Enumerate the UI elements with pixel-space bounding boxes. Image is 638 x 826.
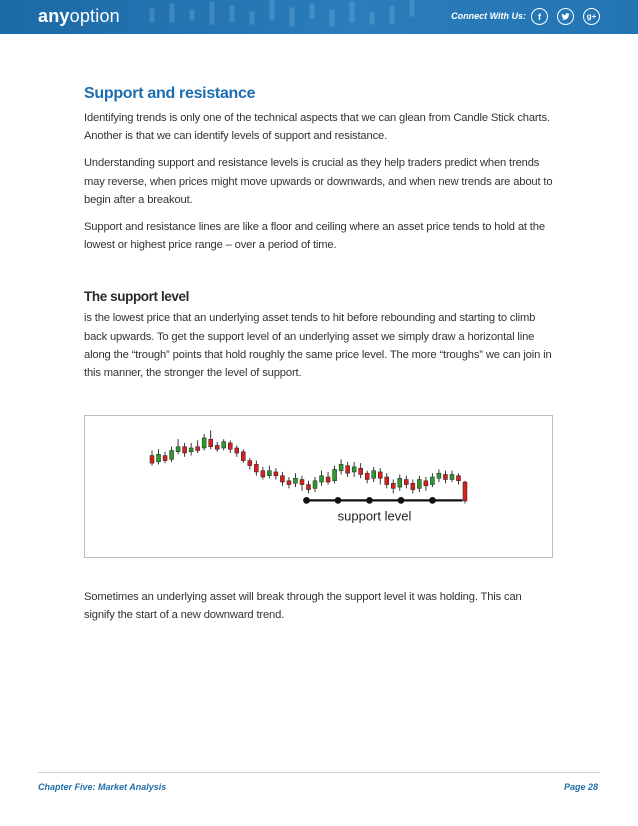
candle-down (241, 452, 245, 461)
support-touch-point (429, 497, 436, 504)
candle-down (359, 468, 363, 474)
page-header (0, 0, 638, 34)
candle-down (385, 477, 389, 485)
candle-down (307, 485, 311, 490)
support-level-heading: The support level (84, 289, 189, 305)
candle-down (261, 471, 265, 477)
candle-down (404, 480, 408, 485)
candlestick-chart (85, 416, 552, 557)
logo-light-part: option (69, 6, 120, 26)
candle-down (215, 445, 219, 449)
support-level-label: support level (337, 508, 412, 524)
candle-down (365, 473, 369, 479)
candle-down (254, 464, 258, 472)
candle-up (189, 448, 193, 452)
candle-down (411, 483, 415, 489)
candle-up (372, 471, 376, 479)
twitter-button[interactable] (557, 8, 574, 25)
connect-label: Connect With Us: (451, 11, 526, 21)
candle-down (196, 447, 200, 451)
candle-down (209, 439, 213, 447)
candle-up (313, 481, 317, 489)
footer-page-number: Page 28 (563, 782, 598, 792)
section-title: Support and resistance (84, 85, 256, 102)
candle-up (176, 447, 180, 452)
candle-up (430, 477, 434, 485)
support-touch-point (366, 497, 373, 504)
candle-up (170, 450, 174, 459)
candle-down (326, 477, 330, 482)
anyoption-logo[interactable] (38, 6, 120, 27)
paragraph-floor-ceiling: Support and resistance lines are like a floor and ceiling where an asset price tends to hold at the lowest or highest price range – over a period of time. (84, 221, 545, 252)
candle-down (183, 447, 187, 453)
candle-down (463, 482, 467, 501)
logo-bold-part: any (38, 6, 70, 26)
candle-up (202, 438, 206, 448)
candle-up (417, 480, 421, 489)
support-level-figure (84, 415, 553, 558)
google-plus-button[interactable] (583, 8, 600, 25)
facebook-icon: f (538, 11, 541, 22)
candle-down (287, 481, 291, 485)
support-touch-point (335, 497, 342, 504)
candle-down (228, 443, 232, 449)
candle-up (398, 478, 402, 487)
candle-up (437, 473, 441, 478)
candle-down (280, 476, 284, 482)
footer-divider (38, 772, 600, 773)
candle-down (378, 472, 382, 478)
candle-up (222, 442, 226, 448)
twitter-icon (561, 12, 570, 21)
candle-down (300, 480, 304, 485)
candle-up (157, 454, 161, 462)
footer-chapter: Chapter Five: Market Analysis (38, 782, 167, 792)
facebook-button[interactable] (531, 8, 548, 25)
google-plus-icon: g+ (586, 12, 597, 21)
candle-up (320, 476, 324, 482)
candle-down (235, 448, 239, 453)
candle-down (456, 476, 460, 481)
candle-up (333, 469, 337, 480)
candle-down (391, 483, 395, 488)
candle-down (346, 466, 350, 474)
candle-down (150, 456, 154, 464)
candle-down (424, 481, 428, 486)
candle-up (450, 474, 454, 479)
support-touch-point (303, 497, 310, 504)
candle-up (352, 467, 356, 472)
candle-up (339, 464, 343, 470)
main-content (84, 84, 554, 382)
paragraph-intro: Identifying trends is only one of the technical aspects that we can glean from Candle Stick charts. Another is that we can identify levels of support and resistance. (84, 112, 550, 143)
candle-up (267, 471, 271, 476)
after-figure-text (84, 588, 554, 624)
paragraph-breakthrough: Sometimes an underlying asset will break through the support level it was holding. This can signify the start of a new downward trend. (84, 591, 522, 622)
paragraph-understanding: Understanding support and resistance levels is crucial as they help traders predict when trends may reverse, when prices might move upwards or downwards, and when new trends are about to begin after a breakout. (84, 157, 553, 206)
paragraph-support-definition: is the lowest price that an underlying asset tends to hit before rebounding and starting to climb back upwards. To get the support level of an underlying asset we simply draw a horizontal line along the “trough” points that hold roughly the same price level. The more “troughs” we can join in this manner, the stronger the level of support. (84, 312, 552, 380)
candle-down (163, 456, 167, 461)
candle-down (274, 472, 278, 476)
candle-down (443, 474, 447, 479)
candle-down (248, 461, 252, 466)
support-touch-point (398, 497, 405, 504)
candle-up (293, 478, 297, 483)
